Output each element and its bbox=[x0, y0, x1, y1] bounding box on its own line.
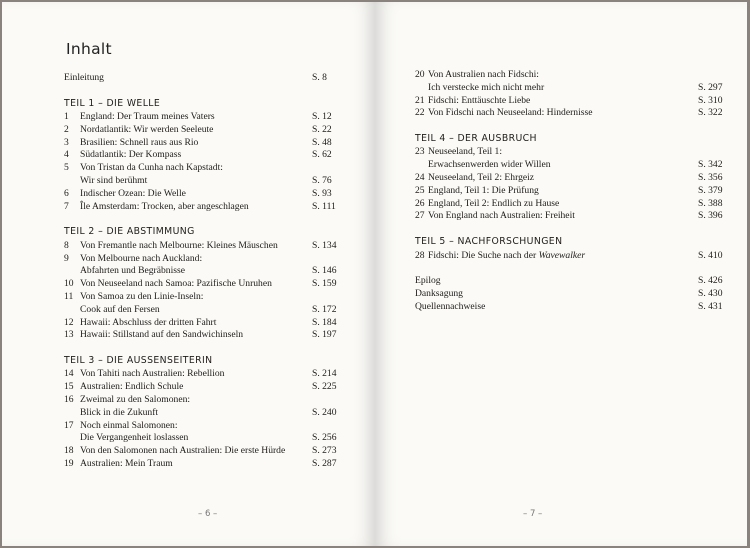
entry-page: S. 134 bbox=[312, 239, 337, 251]
entry-title-text: Von Australien nach Fidschi: bbox=[428, 69, 539, 80]
chapter-number: 20 bbox=[415, 69, 425, 80]
entry-title-text: Von England nach Australien: Freiheit bbox=[428, 210, 575, 222]
entry-title bbox=[80, 445, 285, 458]
entry-page: S. 410 bbox=[698, 249, 723, 261]
entry-page: S. 240 bbox=[312, 406, 337, 418]
entry-title bbox=[428, 107, 592, 120]
entry-title-text: Cook auf den Fersen bbox=[80, 303, 160, 315]
entry-title-text: England, Teil 1: Die Prüfung bbox=[428, 184, 539, 196]
toc-entry[interactable] bbox=[415, 249, 723, 263]
chapter-number: 22 bbox=[415, 107, 425, 119]
entry-page: S. 388 bbox=[698, 197, 723, 209]
entry-title bbox=[80, 420, 178, 433]
chapter-number: 11 bbox=[64, 290, 74, 302]
toc-entry[interactable] bbox=[64, 240, 336, 253]
entry-title-text: Danksagung bbox=[415, 287, 463, 299]
entry-title-text: Indischer Ozean: Die Welle bbox=[80, 187, 186, 199]
toc-entry[interactable] bbox=[415, 107, 723, 120]
entry-title: Einleitung bbox=[64, 72, 104, 83]
entry-page: S. 48 bbox=[312, 136, 332, 148]
entry-title-text: Von den Salomonen nach Australien: Die erste Hürde bbox=[80, 445, 286, 457]
part-heading: TEIL 5 – NACHFORSCHUNGEN bbox=[415, 236, 563, 248]
toc-entry[interactable] bbox=[415, 81, 723, 95]
entry-title bbox=[415, 288, 463, 301]
entry-title bbox=[80, 162, 223, 175]
toc-entry[interactable] bbox=[64, 265, 336, 278]
chapter-number: 2 bbox=[64, 123, 69, 135]
entry-title bbox=[80, 381, 183, 394]
toc-entry[interactable] bbox=[64, 278, 336, 291]
entry-page: S. 287 bbox=[312, 458, 337, 470]
entry-page: S. 76 bbox=[312, 175, 332, 187]
chapter-number: 17 bbox=[64, 419, 74, 431]
entry-page: S. 379 bbox=[698, 184, 723, 196]
entry-title-text: Ich verstecke mich nicht mehr bbox=[428, 81, 545, 93]
toc-entry[interactable] bbox=[64, 149, 336, 162]
chapter-number: 12 bbox=[64, 316, 74, 328]
chapter-number: 15 bbox=[64, 381, 74, 393]
entry-title-text: Wir sind berühmt bbox=[80, 175, 148, 187]
toc-entry[interactable] bbox=[64, 137, 336, 150]
chapter-number: 1 bbox=[64, 111, 69, 123]
entry-page: S. 426 bbox=[698, 275, 723, 287]
chapter-number: 14 bbox=[64, 368, 74, 380]
entry-title bbox=[80, 175, 147, 188]
entry-title bbox=[80, 458, 173, 471]
entry-page: S. 431 bbox=[698, 300, 723, 312]
entry-title bbox=[80, 253, 202, 266]
entry-title bbox=[80, 124, 213, 137]
entry-title bbox=[80, 265, 185, 278]
entry-page: S. 322 bbox=[698, 107, 723, 119]
entry-title bbox=[80, 188, 186, 201]
chapter-number: 5 bbox=[64, 162, 69, 174]
chapter-number: 28 bbox=[415, 249, 425, 261]
entry-page: S. 8 bbox=[312, 72, 327, 83]
entry-title-text: Blick in die Zukunft bbox=[80, 406, 159, 418]
toc-entry[interactable] bbox=[64, 445, 336, 458]
entry-title bbox=[428, 172, 534, 185]
toc-entry[interactable] bbox=[415, 172, 723, 185]
page-title: Inhalt bbox=[66, 40, 112, 58]
entry-title-text: Fidschi: Die Suche nach der bbox=[428, 249, 539, 261]
entry-title bbox=[80, 432, 188, 445]
entry-title-text: Von Samoa zu den Linie-Inseln: bbox=[80, 290, 204, 302]
entry-page: S. 356 bbox=[698, 172, 723, 184]
part-heading: TEIL 2 – DIE ABSTIMMUNG bbox=[64, 226, 195, 238]
toc-entry[interactable] bbox=[64, 253, 336, 266]
toc-entry[interactable] bbox=[64, 329, 336, 342]
toc-entry[interactable] bbox=[64, 304, 336, 317]
entry-title bbox=[428, 210, 575, 223]
chapter-number: 19 bbox=[64, 458, 74, 470]
toc-entry-intro[interactable] bbox=[64, 72, 336, 85]
entry-title-text: Hawaii: Stillstand auf den Sandwichinseln bbox=[80, 329, 244, 341]
entry-page: S. 214 bbox=[312, 368, 337, 380]
entry-title-text: Von Tahiti nach Australien: Rebellion bbox=[80, 368, 225, 380]
chapter-number: 16 bbox=[64, 394, 74, 406]
entry-title bbox=[428, 159, 551, 172]
entry-title bbox=[415, 301, 485, 314]
entry-title bbox=[80, 304, 160, 317]
right-page bbox=[375, 2, 747, 546]
toc-entry[interactable] bbox=[64, 188, 336, 201]
toc-entry[interactable] bbox=[415, 287, 723, 301]
toc-entry[interactable] bbox=[415, 300, 723, 314]
toc-entry[interactable] bbox=[64, 407, 336, 420]
chapter-number: 24 bbox=[415, 172, 425, 184]
entry-title-text: Zweimal zu den Salomonen: bbox=[80, 394, 191, 406]
entry-title-text: Île Amsterdam: Trocken, aber angeschlagen bbox=[80, 200, 249, 212]
entry-title bbox=[80, 291, 203, 304]
entry-page: S. 22 bbox=[312, 123, 332, 135]
entry-title-text: Noch einmal Salomonen: bbox=[80, 419, 178, 431]
entry-page: S. 310 bbox=[698, 94, 723, 106]
toc-entry[interactable] bbox=[415, 210, 723, 223]
entry-title bbox=[80, 111, 215, 124]
entry-title bbox=[428, 82, 544, 95]
chapter-number: 4 bbox=[64, 149, 69, 161]
entry-title-text: Erwachsenwerden wider Willen bbox=[428, 159, 551, 171]
part-heading: TEIL 4 – DER AUSBRUCH bbox=[415, 132, 537, 144]
entry-title-text: Australien: Endlich Schule bbox=[80, 381, 184, 393]
entry-title-text: Neuseeland, Teil 2: Ehrgeiz bbox=[428, 172, 535, 184]
entry-title bbox=[80, 137, 198, 150]
entry-page: S. 273 bbox=[312, 445, 337, 457]
entry-page: S. 430 bbox=[698, 287, 723, 299]
chapter-number: 23 bbox=[415, 146, 425, 158]
entry-title-text: England: Der Traum meines Vaters bbox=[80, 111, 215, 123]
entry-page: S. 256 bbox=[312, 432, 337, 444]
toc-entry[interactable] bbox=[64, 420, 336, 433]
entry-page: S. 396 bbox=[698, 210, 723, 222]
entry-page: S. 225 bbox=[312, 381, 337, 393]
entry-title-text: Von Neuseeland nach Samoa: Pazifische Unruhen bbox=[80, 278, 272, 290]
entry-title bbox=[428, 250, 585, 263]
entry-title bbox=[80, 394, 190, 407]
toc-entry[interactable] bbox=[64, 175, 336, 188]
entry-title bbox=[428, 146, 502, 159]
left-page bbox=[2, 2, 375, 546]
toc-entry[interactable] bbox=[415, 69, 715, 82]
toc-entry[interactable] bbox=[64, 317, 336, 330]
entry-title-text: Von Melbourne nach Auckland: bbox=[80, 252, 203, 264]
page-number-left: – 6 – bbox=[198, 509, 218, 519]
chapter-number: 27 bbox=[415, 210, 425, 222]
chapter-number: 6 bbox=[64, 187, 69, 199]
toc-entry[interactable] bbox=[64, 201, 336, 214]
entry-title bbox=[80, 407, 158, 420]
page-number-right: – 7 – bbox=[523, 509, 543, 519]
entry-title-text: Nordatlantik: Wir werden Seeleute bbox=[80, 123, 214, 135]
toc-entry[interactable] bbox=[64, 381, 336, 394]
entry-title bbox=[80, 368, 224, 381]
toc-entry[interactable] bbox=[64, 291, 336, 304]
entry-page: S. 184 bbox=[312, 316, 337, 328]
toc-entry[interactable] bbox=[64, 394, 336, 407]
entry-page: S. 342 bbox=[698, 159, 723, 171]
entry-title-text: Australien: Mein Traum bbox=[80, 458, 173, 470]
entry-title bbox=[80, 149, 181, 162]
chapter-number: 10 bbox=[64, 278, 74, 290]
toc-entry[interactable] bbox=[64, 368, 336, 381]
toc-entry[interactable] bbox=[64, 162, 336, 175]
toc-entry[interactable] bbox=[415, 146, 715, 159]
chapter-number: 13 bbox=[64, 329, 74, 341]
entry-title-text: Hawaii: Abschluss der dritten Fahrt bbox=[80, 316, 217, 328]
chapter-number: 9 bbox=[64, 252, 69, 264]
entry-title-text: Von Fidschi nach Neuseeland: Hindernisse bbox=[428, 107, 593, 119]
toc-entry[interactable] bbox=[415, 94, 723, 108]
entry-page: S. 12 bbox=[312, 111, 332, 123]
entry-title-text: England, Teil 2: Endlich zu Hause bbox=[428, 197, 560, 209]
entry-title-text: Südatlantik: Der Kompass bbox=[80, 149, 182, 161]
entry-page: S. 111 bbox=[312, 200, 336, 212]
toc-entry[interactable] bbox=[415, 275, 723, 288]
entry-title-text: Quellennachweise bbox=[415, 300, 486, 312]
chapter-number: 8 bbox=[64, 239, 69, 251]
part-heading: TEIL 3 – DIE AUSSENSEITERIN bbox=[64, 354, 213, 366]
chapter-number: 18 bbox=[64, 445, 74, 457]
entry-title bbox=[415, 275, 441, 288]
toc-entry[interactable] bbox=[64, 432, 336, 445]
entry-page: S. 297 bbox=[698, 81, 723, 93]
toc-entry[interactable] bbox=[415, 159, 723, 172]
entry-title bbox=[428, 69, 539, 82]
toc-right bbox=[415, 69, 723, 314]
entry-title bbox=[428, 95, 530, 108]
entry-page: S. 62 bbox=[312, 149, 332, 161]
toc-entry[interactable] bbox=[415, 184, 723, 198]
entry-title-text: Epilog bbox=[415, 275, 441, 287]
toc-left bbox=[64, 72, 336, 471]
toc-entry[interactable] bbox=[64, 111, 336, 124]
entry-title bbox=[80, 240, 278, 253]
chapter-number: 7 bbox=[64, 200, 69, 212]
chapter-number: 3 bbox=[64, 136, 69, 148]
toc-entry[interactable] bbox=[64, 458, 336, 471]
chapter-number: 25 bbox=[415, 184, 425, 196]
entry-title-text: Neuseeland, Teil 1: bbox=[428, 146, 503, 158]
entry-page: S. 172 bbox=[312, 303, 337, 315]
entry-title-italic: Wavewalker bbox=[538, 249, 586, 261]
entry-page: S. 197 bbox=[312, 329, 337, 341]
entry-title bbox=[80, 317, 216, 330]
entry-title-text: Von Tristan da Cunha nach Kapstadt: bbox=[80, 162, 223, 174]
entry-title-text: Abfahrten und Begräbnisse bbox=[80, 265, 185, 277]
entry-page: S. 93 bbox=[312, 187, 332, 199]
entry-title-text: Von Fremantle nach Melbourne: Kleines Mäuschen bbox=[80, 239, 278, 251]
chapter-number: 21 bbox=[415, 94, 425, 106]
entry-title bbox=[428, 198, 559, 211]
entry-title-text: Fidschi: Enttäuschte Liebe bbox=[428, 94, 531, 106]
entry-page: S. 159 bbox=[312, 278, 337, 290]
toc-entry[interactable] bbox=[415, 197, 723, 211]
entry-title bbox=[80, 329, 243, 342]
entry-page: S. 146 bbox=[312, 265, 337, 277]
entry-title-text: Brasilien: Schnell raus aus Rio bbox=[80, 136, 199, 148]
part-heading: TEIL 1 – DIE WELLE bbox=[64, 97, 161, 109]
entry-title bbox=[80, 278, 272, 291]
entry-title bbox=[80, 201, 249, 214]
toc-entry[interactable] bbox=[64, 124, 336, 137]
entry-title-text: Die Vergangenheit loslassen bbox=[80, 432, 189, 444]
entry-title bbox=[428, 185, 539, 198]
chapter-number: 26 bbox=[415, 197, 425, 209]
